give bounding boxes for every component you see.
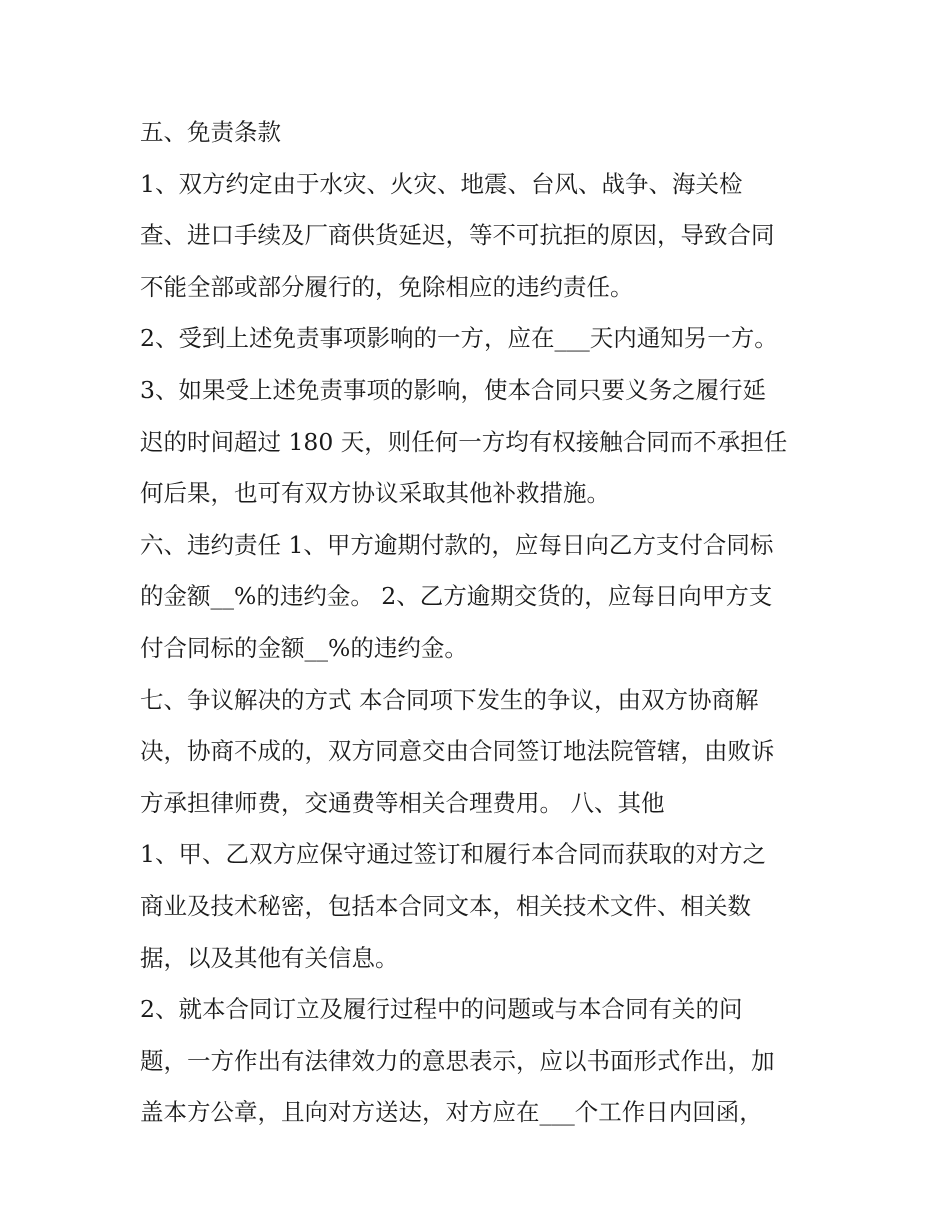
text-line: 方承担律师费，交通费等相关合理费用。 八、其他 — [140, 788, 665, 817]
text-line: 2、就本合同订立及履行过程中的问题或与本合同有关的问 — [140, 995, 743, 1024]
text-line: 迟的时间超过 180 天，则任何一方均有权接触合同而不承担任 — [140, 427, 788, 456]
text-line: 决，协商不成的，双方同意交由合同签订地法院管辖，由败诉 — [140, 737, 775, 766]
text-line: 盖本方公章，且向对方送达，对方应在___个工作日内回函， — [140, 1098, 763, 1127]
text-line: 付合同标的金额__%的违约金。 — [140, 633, 468, 662]
text-line: 3、如果受上述免责事项的影响，使本合同只要义务之履行延 — [140, 375, 766, 404]
text-line: 商业及技术秘密，包括本合同文本，相关技术文件、相关数 — [140, 891, 751, 920]
text-line: 2、受到上述免责事项影响的一方，应在___天内通知另一方。 — [140, 324, 778, 353]
text-line: 1、甲、乙双方应保守通过签订和履行本合同而获取的对方之 — [140, 840, 766, 869]
text-line: 何后果，也可有双方协议采取其他补救措施。 — [140, 479, 610, 508]
section-heading-exemption: 五、免责条款 — [140, 118, 281, 146]
section-heading-liability: 六、违约责任 1、甲方逾期付款的，应每日向乙方支付合同标 — [140, 530, 774, 559]
text-line: 查、进口手续及厂商供货延迟，等不可抗拒的原因，导致合同 — [140, 221, 775, 250]
contract-text-body — [140, 107, 840, 1139]
text-line: 不能全部或部分履行的，免除相应的违约责任。 — [140, 272, 634, 301]
section-heading-dispute: 七、争议解决的方式 本合同项下发生的争议，由双方协商解 — [140, 685, 759, 714]
text-line: 的金额__%的违约金。 2、乙方逾期交货的，应每日向甲方支 — [140, 582, 773, 611]
text-line: 据，以及其他有关信息。 — [140, 943, 399, 972]
text-line: 题，一方作出有法律效力的意思表示，应以书面形式作出，加 — [140, 1046, 775, 1075]
text-line: 1、双方约定由于水灾、火灾、地震、台风、战争、海关检 — [140, 169, 743, 198]
